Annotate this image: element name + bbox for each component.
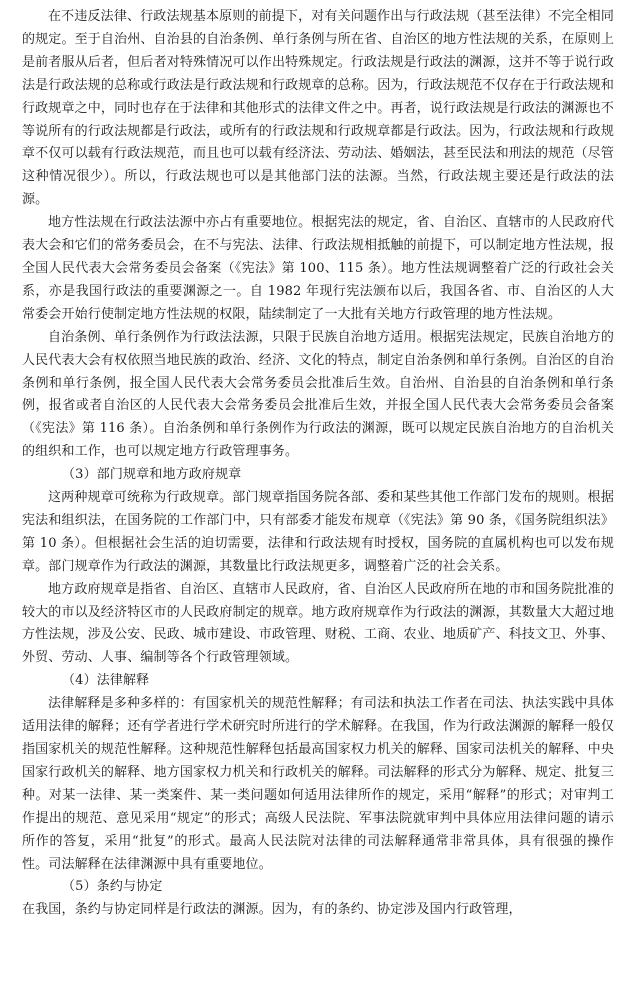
paragraph-legal-interpretation: 法律解释是多种多样的：有国家机关的规范性解释；有司法和执法工作者在司法、执法实践中具体适用法律的解释；还有学者进行学术研究时所进行的学术解释。在我国，作为行政法渊源的解释一般仅指国家机关的规范性解释。这种规范性解释包括最高国家权力机关的解释、国家司法机关的解释、中央国家行政机关的解释、地方国家权力机关和行政机关的解释。司法解释的形式分为解释、规定、批复三种。对某一法律、某一类案件、某一类问题如何适用法律所作的规定，采用“解释”的形式；对审判工作提出的规范、意见采用“规定”的形式；高级人民法院、军事法院就审判中具体应用法律问题的请示所作的答复，采用“批复”的形式。最高人民法院对法律的司法解释通常非常具体，具有很强的操作性。司法解释在法律渊源中具有重要地位。 (22, 696, 614, 872)
paragraph-local-regulations: 地方性法规在行政法法源中亦占有重要地位。根据宪法的规定，省、自治区、直辖市的人民政府代表大会和它们的常务委员会，在不与宪法、法律、行政法规相抵触的前提下，可以制定地方性法规，报全国人民代表大会常务委员会备案（《宪法》第 100、115 条）。地方性法规调整着广泛的行政社会关系，亦是我国行政法的重要渊源之一。自 1982 年现行宪法颁布以后，我国各省、市、自治区的人大常委会开始行使制定地方性法规的权限，陆续制定了一大批有关地方行政管理的地方性法规。 (22, 215, 614, 322)
paragraph-department-rules: 这两种规章可统称为行政规章。部门规章指国务院各部、委和某些其他工作部门发布的规则。根据宪法和组织法，在国务院的工作部门中，只有部委才能发布规章（《宪法》第 90 条，《国务院组织法》第 10 条）。但根据社会生活的迫切需要，法律和行政法规有时授权，国务院的直属机构也可以发布规章。部门规章作为行政法的渊源，其数量比行政法规更多，调整着广泛的社会关系。 (22, 490, 614, 574)
paragraph-autonomous-regulations: 自治条例、单行条例作为行政法法源，只限于民族自治地方适用。根据宪法规定，民族自治地方的人民代表大会有权依照当地民族的政治、经济、文化的特点，制定自治条例和单行条例。自治区的自治条例和单行条例，报全国人民代表大会常务委员会批准后生效。自治州、自治县的自治条例和单行条例，报省或者自治区的人民代表大会常务委员会批准后生效，并报全国人民代表大会常务委员会备案（《宪法》第 116 条）。自治条例和单行条例作为行政法的渊源，既可以规定民族自治地方的自治机关的组织和工作，也可以规定地方行政管理事务。 (22, 329, 614, 460)
section-heading-legal-interpretation: （4）法律解释 (62, 673, 150, 689)
paragraph-administrative-regulations: 在不违反法律、行政法规基本原则的前提下，对有关问题作出与行政法规（甚至法律）不完全相同的规定。至于自治州、自治县的自治条例、单行条例与所在省、自治区的地方性法规的关系，在原则上是前者服从后者，但后者对特殊情况可以作出特殊规定。行政法规是行政法的渊源，这并不等于说行政法是行政法规的总称或行政法是行政法规和行政规章的总称。因为，行政法规范不仅存在于行政法规和行政规章之中，同时也存在于法律和其他形式的法律文件之中。再者，说行政法规是行政法的渊源也不等说所有的行政法规都是行政法，或所有的行政法规和行政规章都是行政法。因为，行政法规和行政规章不仅可以载有行政法规范，而且也可以载有经济法、劳动法、婚姻法，甚至民法和刑法的规范（尽管这种情况很少）。所以，行政法规也可以是其他部门法的法源。当然，行政法规主要还是行政法的法源。 (22, 9, 614, 208)
section-heading-treaties: （5）条约与协定 (62, 879, 163, 895)
document-page (22, 6, 614, 922)
paragraph-treaties: 在我国，条约与协定同样是行政法的渊源。因为，有的条约、协定涉及国内行政管理， (22, 902, 522, 918)
paragraph-local-government-rules: 地方政府规章是指省、自治区、直辖市人民政府，省、自治区人民政府所在地的市和国务院批准的较大的市以及经济特区市的人民政府制定的规章。地方政府规章作为行政法的渊源，其数量大大超过地方性法规，涉及公安、民政、城市建设、市政管理、财税、工商、农业、地质矿产、科技文卫、外事、外贸、劳动、人事、编制等各个行政管理领域。 (22, 581, 614, 666)
section-heading-rules: （3）部门规章和地方政府规章 (62, 467, 242, 483)
